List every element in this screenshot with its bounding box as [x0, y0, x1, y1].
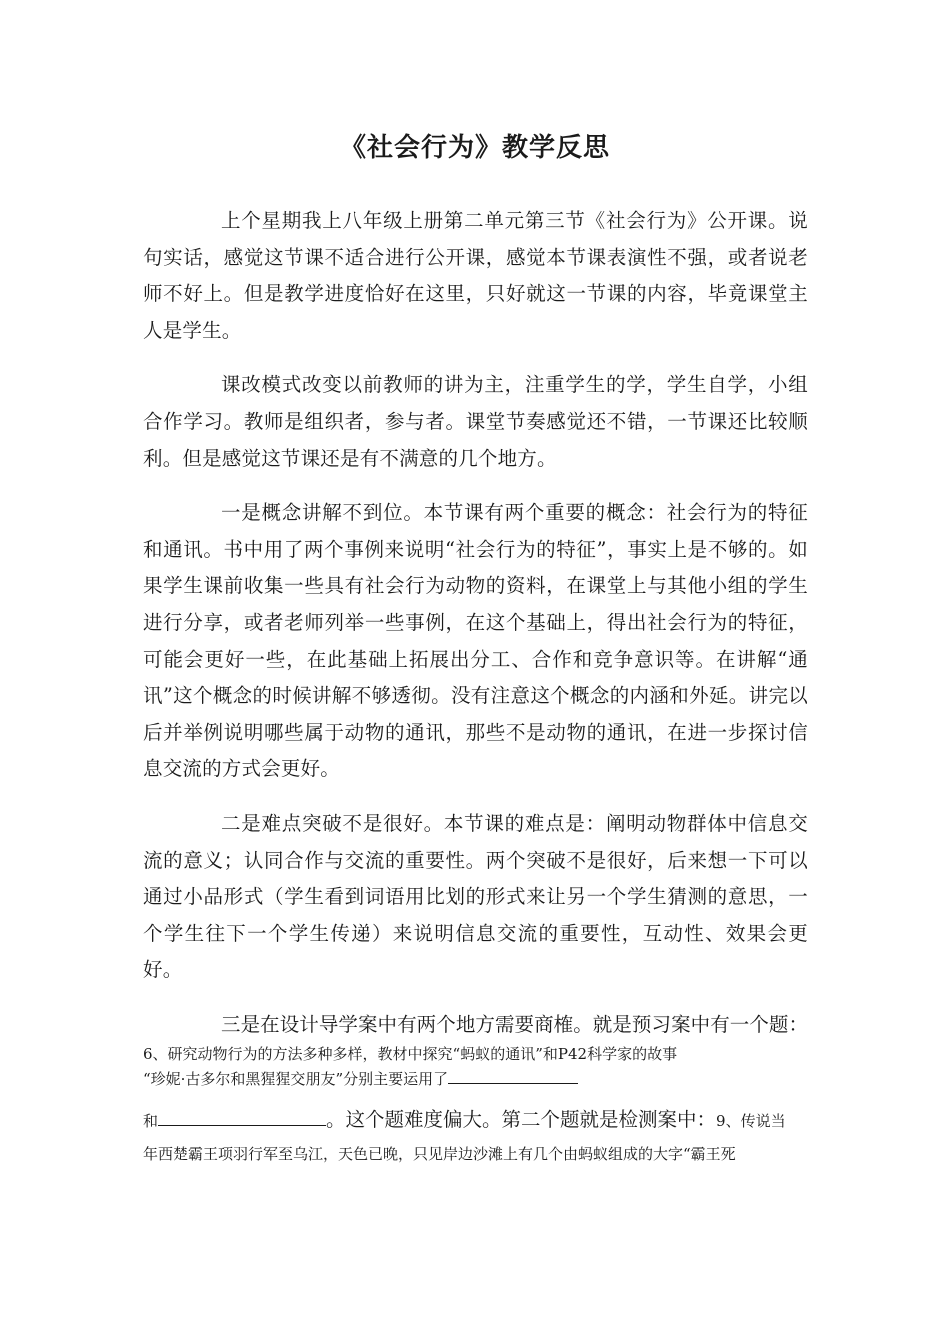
question-6-line-1: 6、研究动物行为的方法多种多样，教材中探究“蚂蚁的通讯”和P42科学家的故事	[143, 1045, 678, 1064]
question-6-line-3-row	[143, 1102, 808, 1139]
question-9-line-2-row	[143, 1139, 808, 1169]
question-6-line-2: “珍妮·古多尔和黑猩猩交朋友”分别主要运用了	[143, 1070, 449, 1089]
row-gap	[143, 1094, 808, 1102]
paragraph-2: 课改模式改变以前教师的讲为主，注重学生的学，学生自学，小组合作学习。教师是组织者，参与者。课堂节奏感觉还不错，一节课还比较顺利。但是感觉这节课还是有不满意的几个地方。	[143, 373, 808, 470]
paragraph-5-lead: 三是在设计导学案中有两个地方需要商榷。就是预习案中有一个题：	[221, 1012, 808, 1036]
paragraph-4: 二是难点突破不是很好。本节课的难点是：阐明动物群体中信息交流的意义；认同合作与交流的重要性。两个突破不是很好，后来想一下可以通过小品形式（学生看到词语用比划的形式来让另一个学生猜测的意思，一个学生往下一个学生传递）来说明信息交流的重要性，互动性、效果会更好。	[143, 811, 808, 982]
paragraph-5	[143, 1007, 808, 1169]
paragraph-1: 上个星期我上八年级上册第二单元第三节《社会行为》公开课。说句实话，感觉这节课不适合进行公开课，感觉本节课表演性不强，或者说老师不好上。但是教学进度恰好在这里，只好就这一节课的内容，毕竟课堂主人是学生。	[143, 209, 808, 342]
paragraph-3: 一是概念讲解不到位。本节课有两个重要的概念：社会行为的特征和通讯。书中用了两个事例来说明“社会行为的特征”，事实上是不够的。如果学生课前收集一些具有社会行为动物的资料，在课堂上与其他小组的学生进行分享，或者老师列举一些事例，在这个基础上，得出社会行为的特征，可能会更好一些，在此基础上拓展出分工、合作和竞争意识等。在讲解“通讯”这个概念的时候讲解不够透彻。没有注意这个概念的内涵和外延。讲完以后并举例说明哪些属于动物的通讯，那些不是动物的通讯，在进一步探讨信息交流的方式会更好。	[143, 501, 808, 781]
answer-blank-2	[158, 1109, 326, 1126]
question-6-line-2-row	[143, 1064, 808, 1094]
question-9-start: 9、传说当	[716, 1112, 786, 1131]
answer-blank-1	[448, 1067, 578, 1084]
document-title: 《社会行为》教学反思	[339, 133, 610, 163]
question-9-line-2: 年西楚霸王项羽行军至乌江，天色已晚，只见岸边沙滩上有几个由蚂蚁组成的大字“霸王死	[143, 1145, 736, 1164]
paragraph-5-opening	[143, 1007, 808, 1065]
paragraph-5-middle: 。这个题难度偏大。第二个题就是检测案中：	[326, 1108, 717, 1132]
question-6-and: 和	[143, 1112, 159, 1131]
document-body	[143, 203, 808, 1169]
